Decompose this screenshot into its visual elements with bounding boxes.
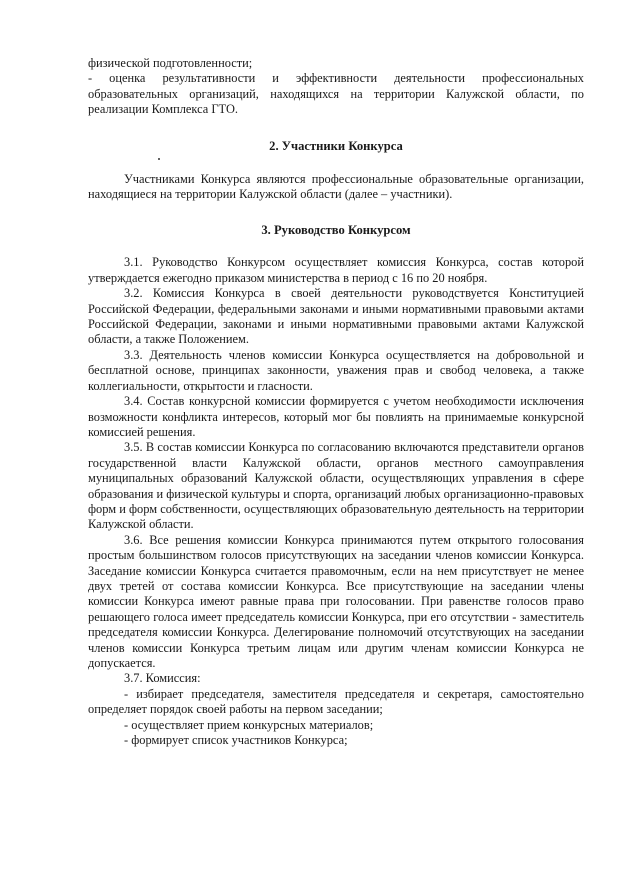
intro-line-2: - оценка результативности и эффективности деятельности профессиональных образовательных организаций, находящихся на территории Калужской области, по реализации Комплекса ГТО. [88,71,584,117]
section-2-paragraph: Участниками Конкурса являются профессиональные образовательные организации, находящиеся на территории Калужской области (далее – участники). [88,171,584,202]
section-3-heading: 3. Руководство Конкурсом [261,223,411,238]
paragraph-3-6: 3.6. Все решения комиссии Конкурса принимаются путем открытого голосования простым большинством голосов присутствующих на заседании членов комиссии Конкурса. Заседание комиссии Конкурса считается правомочным, если на нем присутствует не менее двух третей от состава комиссии Конкурса. Все присутствующие на заседании члены комиссии Конкурса имеют равные права при голосовании. При равенстве голосов право решающего голоса имеет председатель комиссии Конкурса, при его отсутствии - заместитель председателя комиссии Конкурса. Делегирование полномочий отсутствующих на заседании членов комиссии Конкурса третьим лицам или другим членам комиссии Конкурса не допускается. [88,532,584,670]
list-item: - осуществляет прием конкурсных материалов; [124,717,374,732]
intro-line-1: физической подготовленности; [88,56,253,70]
list-item: - избирает председателя, заместителя председателя и секретаря, самостоятельно определяет порядок своей работы на первом заседании; [88,686,584,717]
paragraph-3-3: 3.3. Деятельность членов комиссии Конкурса осуществляется на добровольной и бесплатной основе, принципах законности, уважения прав и свобод человека, а также коллегиальности, открытости и гласности. [88,347,584,393]
list-item: - формирует список участников Конкурса; [124,733,348,748]
section-2-heading: 2. Участники Конкурса [269,138,403,153]
paragraph-3-5: 3.5. В состав комиссии Конкурса по согласованию включаются представители органов государственной власти Калужской области, органов местного самоуправления муниципальных образований Калужской области, осуществляющих управления в сфере образования и физической культуры и спорта, организаций любых организационно-правовых форм и форм собственности, осуществляющих образовательную деятельность на территории Калужской области. [88,440,584,532]
stray-dot [158,158,160,160]
paragraph-3-4: 3.4. Состав конкурсной комиссии формируется с учетом необходимости исключения возможности конфликта интересов, который мог бы повлиять на принимаемые конкурсной комиссией решения. [88,394,584,439]
paragraph-3-7: 3.7. Комиссия: [124,671,201,686]
paragraph-3-1: 3.1. Руководство Конкурсом осуществляет комиссия Конкурса, состав которой утверждается ежегодно приказом министерства в период с 16 по 20 ноября. [88,255,584,285]
paragraph-3-2: 3.2. Комиссия Конкурса в своей деятельности руководствуется Конституцией Российской Федерации, федеральными законами и иными нормативными правовыми актами Российской Федерации, законами и иными нормативными правовыми актами Калужской области, а также Положением. [88,286,584,347]
